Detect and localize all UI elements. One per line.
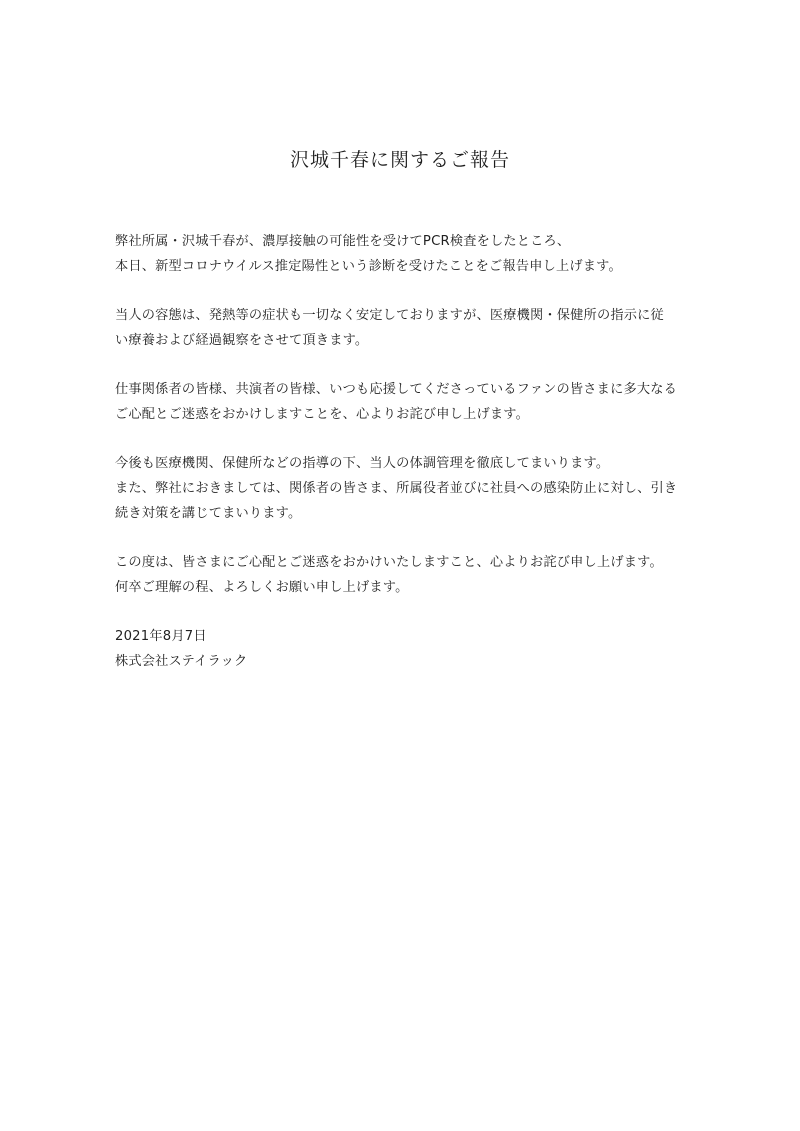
paragraph-line: 弊社所属・沢城千春が、濃厚接触の可能性を受けてPCR検査をしたところ、	[115, 234, 571, 249]
company-name: 株式会社ステイラック	[115, 654, 248, 669]
paragraph-apology-to-fans	[115, 377, 705, 427]
paragraph-condition	[115, 303, 705, 353]
paragraph-prevention-measures	[115, 451, 705, 526]
paragraph-line: また、弊社におきましては、関係者の皆さま、所属役者並びに社員への感染防止に対し、引き	[115, 481, 678, 496]
document-title: 沢城千春に関するご報告	[289, 149, 510, 171]
document-body	[115, 229, 705, 674]
paragraph-line: 当人の容態は、発熱等の症状も一切なく安定しておりますが、医療機関・保健所の指示に従	[115, 308, 664, 323]
paragraph-line: この度は、皆さまにご心配とご迷惑をおかけいたしますこと、心よりお詫び申し上げます。	[115, 555, 663, 570]
paragraph-line: ご心配とご迷惑をおかけしますことを、心よりお詫び申し上げます。	[115, 407, 529, 422]
document-date: 2021年8月7日	[115, 629, 207, 644]
paragraph-line: 仕事関係者の皆様、共演者の皆様、いつも応援してくださっているファンの皆さまに多大なる	[115, 382, 678, 397]
paragraph-line: 続き対策を講じてまいります。	[115, 506, 302, 521]
paragraph-line: 本日、新型コロナウイルス推定陽性という診断を受けたことをご報告申し上げます。	[115, 259, 622, 274]
paragraph-line: 今後も医療機関、保健所などの指導の下、当人の体調管理を徹底してまいります。	[115, 456, 610, 471]
paragraph-pcr-test	[115, 229, 705, 279]
paragraph-closing	[115, 550, 705, 600]
paragraph-line: い療養および経過観察をさせて頂きます。	[115, 333, 369, 348]
signature-block	[115, 624, 705, 674]
paragraph-line: 何卒ご理解の程、よろしくお願い申し上げます。	[115, 580, 409, 595]
